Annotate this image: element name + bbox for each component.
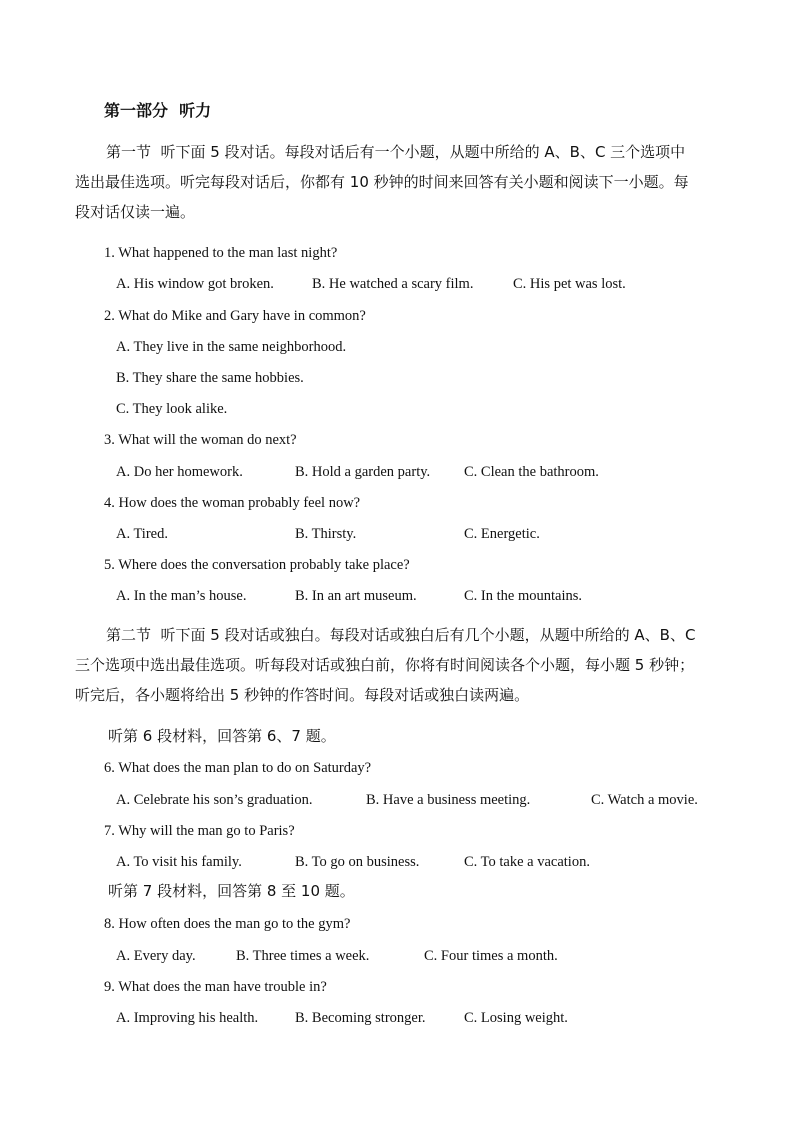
question-2-stem: 2. What do Mike and Gary have in common? <box>104 308 366 324</box>
question-5-option-c: C. In the mountains. <box>464 588 583 604</box>
question-1-option-c: C. His pet was lost. <box>513 276 626 292</box>
question-5-option-b: B. In an art museum. <box>295 588 417 604</box>
section2-instruction-line-3: 听完后，各小题将给出 5 秒钟的作答时间。每段对话或独白读两遍。 <box>75 686 530 704</box>
question-8-stem: 8. How often does the man go to the gym? <box>104 916 351 932</box>
part-title: 第一部分 听力 <box>104 101 212 120</box>
question-3-stem: 3. What will the woman do next? <box>104 432 297 448</box>
question-7-option-b: B. To go on business. <box>295 854 420 870</box>
material-6-heading: 听第 6 段材料，回答第 6、7 题。 <box>108 727 336 745</box>
question-3-option-b: B. Hold a garden party. <box>295 464 431 480</box>
section2-instruction-line-2: 三个选项中选出最佳选项。听每段对话或独白前，你将有时间阅读各个小题，每小题 5 秒钟； <box>75 656 695 674</box>
question-9-stem: 9. What does the man have trouble in? <box>104 979 327 995</box>
question-9-option-a: A. Improving his health. <box>116 1010 259 1026</box>
question-7-stem: 7. Why will the man go to Paris? <box>104 823 295 839</box>
question-6-option-a: A. Celebrate his son’s graduation. <box>116 792 313 808</box>
question-4-option-a: A. Tired. <box>116 526 168 542</box>
question-2-option-b: B. They share the same hobbies. <box>116 370 304 386</box>
question-3-option-c: C. Clean the bathroom. <box>464 464 599 480</box>
question-8-option-a: A. Every day. <box>116 948 196 964</box>
section1-instruction-line-3: 段对话仅读一遍。 <box>75 203 196 221</box>
question-4-option-c: C. Energetic. <box>464 526 540 542</box>
section1-instruction-line-2: 选出最佳选项。听完每段对话后，你都有 10 秒钟的时间来回答有关小题和阅读下一小题。每 <box>75 173 689 191</box>
question-1-option-a: A. His window got broken. <box>116 276 274 292</box>
question-1-stem: 1. What happened to the man last night? <box>104 245 338 261</box>
question-7-option-a: A. To visit his family. <box>116 854 242 870</box>
question-9-option-b: B. Becoming stronger. <box>295 1010 426 1026</box>
question-1-option-b: B. He watched a scary film. <box>312 276 474 292</box>
question-3-option-a: A. Do her homework. <box>116 464 243 480</box>
question-6-option-b: B. Have a business meeting. <box>366 792 531 808</box>
question-9-option-c: C. Losing weight. <box>464 1010 568 1026</box>
question-7-option-c: C. To take a vacation. <box>464 854 590 870</box>
question-4-option-b: B. Thirsty. <box>295 526 357 542</box>
question-2-option-c: C. They look alike. <box>116 401 228 417</box>
question-8-option-b: B. Three times a week. <box>236 948 370 964</box>
question-5-stem: 5. Where does the conversation probably take place? <box>104 557 410 573</box>
section2-instruction-line-1: 第二节 听下面 5 段对话或独白。每段对话或独白后有几个小题，从题中所给的 A、B、C <box>106 626 696 644</box>
question-6-option-c: C. Watch a movie. <box>591 792 698 808</box>
material-7-heading: 听第 7 段材料，回答第 8 至 10 题。 <box>108 882 355 900</box>
question-6-stem: 6. What does the man plan to do on Saturday? <box>104 760 372 776</box>
question-4-stem: 4. How does the woman probably feel now? <box>104 495 361 511</box>
question-5-option-a: A. In the man’s house. <box>116 588 247 604</box>
section1-instruction-line-1: 第一节 听下面 5 段对话。每段对话后有一个小题，从题中所给的 A、B、C 三个选项中 <box>106 143 686 161</box>
question-8-option-c: C. Four times a month. <box>424 948 558 964</box>
question-2-option-a: A. They live in the same neighborhood. <box>116 339 347 355</box>
